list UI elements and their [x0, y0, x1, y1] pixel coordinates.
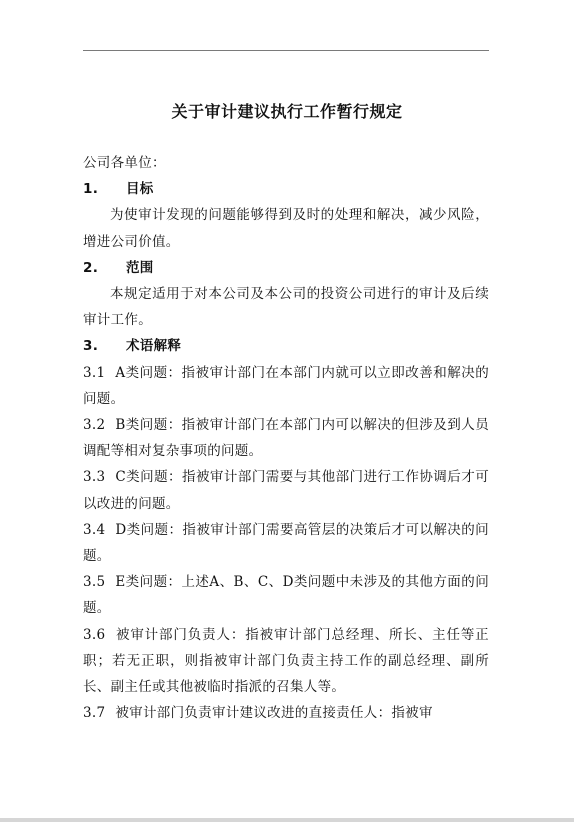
term-text: 被审计部门负责人：指被审计部门总经理、所长、主任等正职；若无正职，则指被审计部门负责主持工作的副总经理、副所长、副主任或其他被临时指派的召集人等。	[83, 626, 489, 696]
section-title: 术语解释	[126, 338, 182, 355]
term-3-7	[83, 700, 489, 726]
section-heading-2	[83, 255, 489, 281]
section-heading-1	[83, 176, 489, 202]
section-heading-3	[83, 333, 489, 359]
term-3-3	[83, 464, 489, 516]
salutation: 公司各单位：	[83, 155, 166, 171]
document-body	[83, 150, 489, 726]
section-number: 2.	[83, 259, 99, 276]
term-3-5	[83, 569, 489, 621]
section-paragraph-2: 本规定适用于对本公司及本公司的投资公司进行的审计及后续审计工作。	[83, 286, 489, 329]
term-text: 被审计部门负责审计建议改进的直接责任人：指被审	[115, 705, 433, 722]
term-3-2	[83, 412, 489, 464]
header-rule	[83, 50, 489, 51]
section-paragraph-1: 为使审计发现的问题能够得到及时的处理和解决，减少风险，增进公司价值。	[83, 207, 489, 250]
term-number: 3.3	[83, 469, 106, 486]
document-title: 关于审计建议执行工作暂行规定	[171, 102, 403, 121]
term-text: C类问题：指被审计部门需要与其他部门进行工作协调后才可以改进的问题。	[83, 469, 489, 512]
term-number: 3.6	[83, 626, 106, 643]
term-3-1	[83, 360, 489, 412]
term-text: E类问题：上述A、B、C、D类问题中未涉及的其他方面的问题。	[83, 574, 489, 617]
section-title: 目标	[126, 181, 154, 198]
term-number: 3.4	[83, 521, 106, 538]
term-3-4	[83, 517, 489, 569]
term-text: D类问题：指被审计部门需要高管层的决策后才可以解决的问题。	[83, 521, 489, 565]
term-3-6	[83, 622, 489, 701]
section-number: 1.	[83, 181, 99, 198]
term-text: A类问题：指被审计部门在本部门内就可以立即改善和解决的问题。	[83, 364, 489, 407]
term-number: 3.2	[83, 417, 106, 434]
term-text: B类问题：指被审计部门在本部门内可以解决的但涉及到人员调配等相对复杂事项的问题。	[83, 417, 489, 460]
term-number: 3.5	[83, 574, 106, 591]
term-number: 3.7	[83, 705, 106, 722]
page-bottom-edge	[0, 818, 574, 822]
section-title: 范围	[126, 259, 154, 276]
section-number: 3.	[83, 338, 99, 355]
term-number: 3.1	[83, 364, 106, 381]
